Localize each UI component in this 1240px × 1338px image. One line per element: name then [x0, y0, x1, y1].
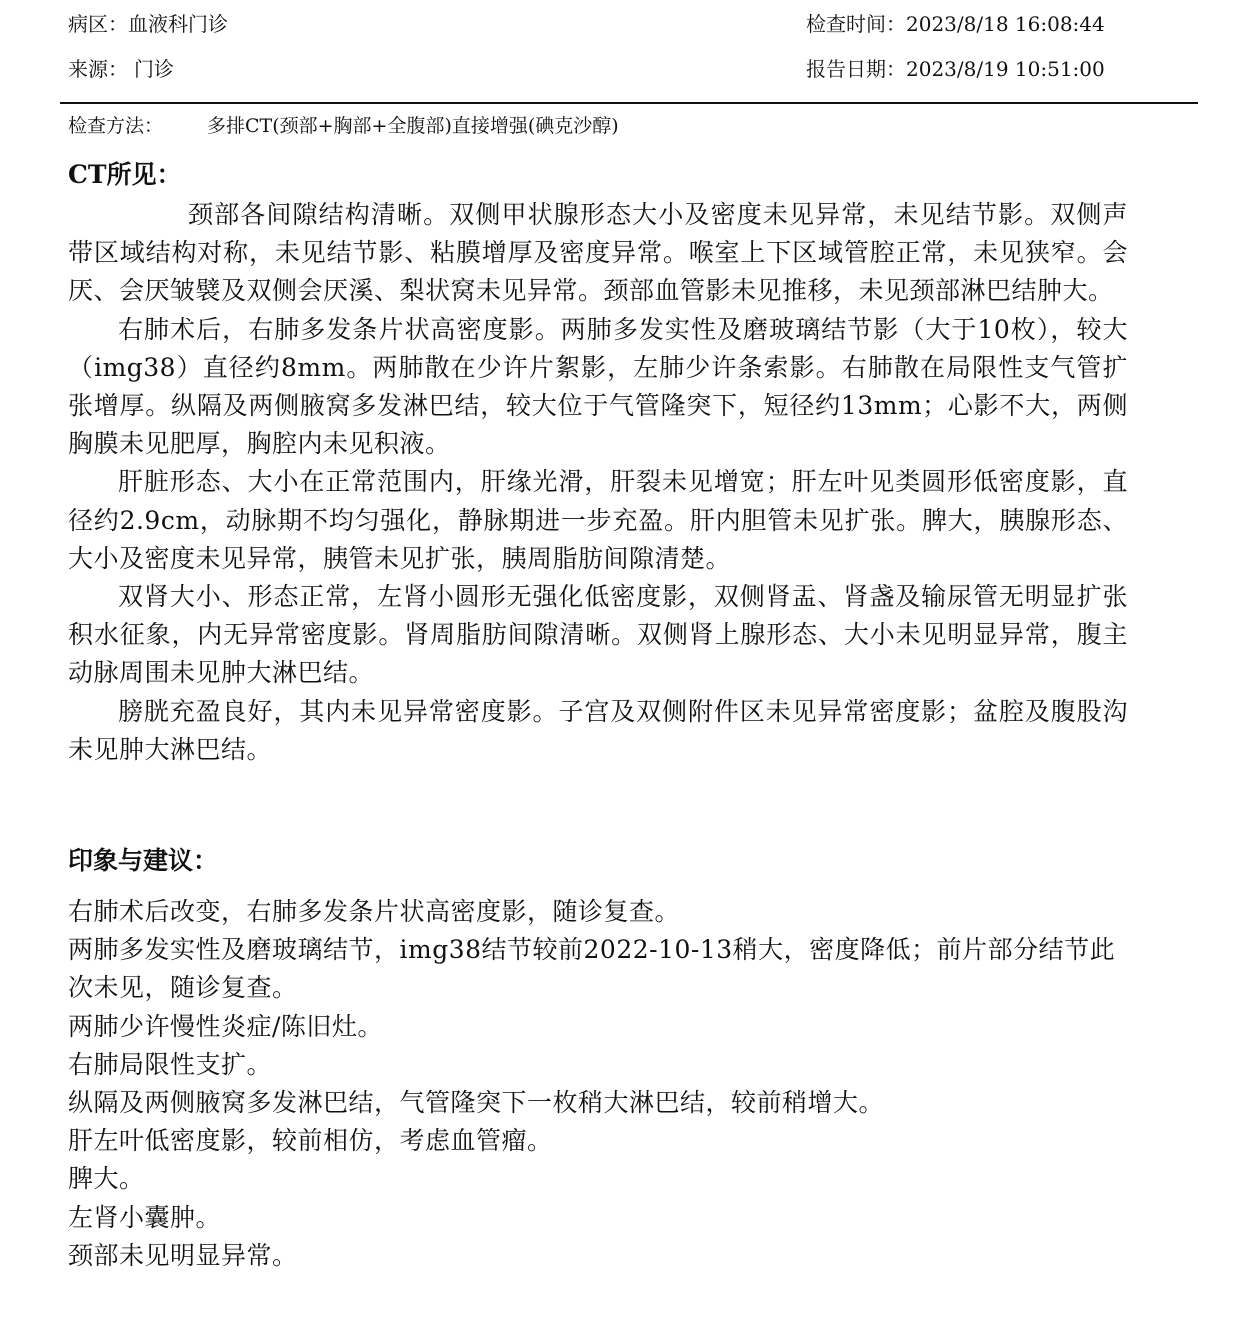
- impression-item: 左肾小囊肿。: [68, 1202, 222, 1232]
- impression-list: [68, 893, 1128, 1275]
- impression-item: 肝左叶低密度影，较前相仿，考虑血管瘤。: [68, 1126, 553, 1156]
- exam-method: [68, 114, 619, 138]
- findings-body: [68, 196, 1128, 769]
- impression-item: 脾大。: [68, 1164, 145, 1194]
- ward-field: [68, 12, 228, 36]
- report-date-field: [806, 57, 1105, 81]
- exam-time-field: [806, 12, 1105, 36]
- report-date-label: 报告日期：: [806, 57, 906, 81]
- findings-chest: 右肺术后，右肺多发条片状高密度影。两肺多发实性及磨玻璃结节影（大于10枚），较大（img38）直径约8mm。两肺散在少许片絮影，左肺少许条索影。右肺散在局限性支气管扩张增厚。纵隔及两侧腋窝多发淋巴结，较大位于气管隆突下，短径约13mm；心影不大，两侧胸膜未见肥厚，胸腔内未见积液。: [68, 314, 1128, 459]
- findings-kidney: 双肾大小、形态正常，左肾小圆形无强化低密度影，双侧肾盂、肾盏及输尿管无明显扩张积水征象，内无异常密度影。肾周脂肪间隙清晰。双侧肾上腺形态、大小未见明显异常，腹主动脉周围未见肿大淋巴结。: [68, 582, 1128, 688]
- impression-title: 印象与建议：: [68, 846, 219, 875]
- findings-pelvis: 膀胱充盈良好，其内未见异常密度影。子宫及双侧附件区未见异常密度影；盆腔及腹股沟未见肿大淋巴结。: [68, 696, 1128, 764]
- report-date-value: 2023/8/19 10:51:00: [906, 57, 1105, 81]
- impression-item: 右肺局限性支扩。: [68, 1049, 273, 1079]
- source-label: 来源：: [68, 57, 128, 81]
- impression-item: 两肺少许慢性炎症/陈旧灶。: [68, 1011, 383, 1041]
- findings-liver: 肝脏形态、大小在正常范围内，肝缘光滑，肝裂未见增宽；肝左叶见类圆形低密度影，直径约2.9cm，动脉期不均匀强化，静脉期进一步充盈。肝内胆管未见扩张。脾大，胰腺形态、大小及密度未见异常，胰管未见扩张，胰周脂肪间隙清楚。: [68, 467, 1128, 573]
- source-field: [68, 57, 174, 81]
- source-value: 门诊: [134, 57, 174, 81]
- ward-label: 病区：: [68, 12, 128, 36]
- exam-method-value: 多排CT(颈部+胸部+全腹部)直接增强(碘克沙醇): [207, 115, 619, 137]
- exam-time-label: 检查时间：: [806, 12, 906, 36]
- impression-item: 纵隔及两侧腋窝多发淋巴结，气管隆突下一枚稍大淋巴结，较前稍增大。: [68, 1088, 885, 1118]
- impression-item: 颈部未见明显异常。: [68, 1240, 298, 1270]
- exam-method-label: 检查方法：: [68, 115, 164, 137]
- findings-title: CT所见：: [68, 160, 182, 189]
- impression-item: 右肺术后改变，右肺多发条片状高密度影，随诊复查。: [68, 897, 681, 926]
- exam-time-value: 2023/8/18 16:08:44: [906, 12, 1105, 36]
- impression-item: 两肺多发实性及磨玻璃结节，img38结节较前2022-10-13稍大，密度降低；前片部分结节此次未见，随诊复查。: [68, 935, 1116, 1003]
- ward-value: 血液科门诊: [128, 12, 228, 36]
- findings-neck: 颈部各间隙结构清晰。双侧甲状腺形态大小及密度未见异常，未见结节影。双侧声带区域结构对称，未见结节影、粘膜增厚及密度异常。喉室上下区域管腔正常，未见狭窄。会厌、会厌皱襞及双侧会厌溪、梨状窝未见异常。颈部血管影未见推移，未见颈部淋巴结肿大。: [68, 200, 1128, 306]
- header-divider: [60, 102, 1198, 104]
